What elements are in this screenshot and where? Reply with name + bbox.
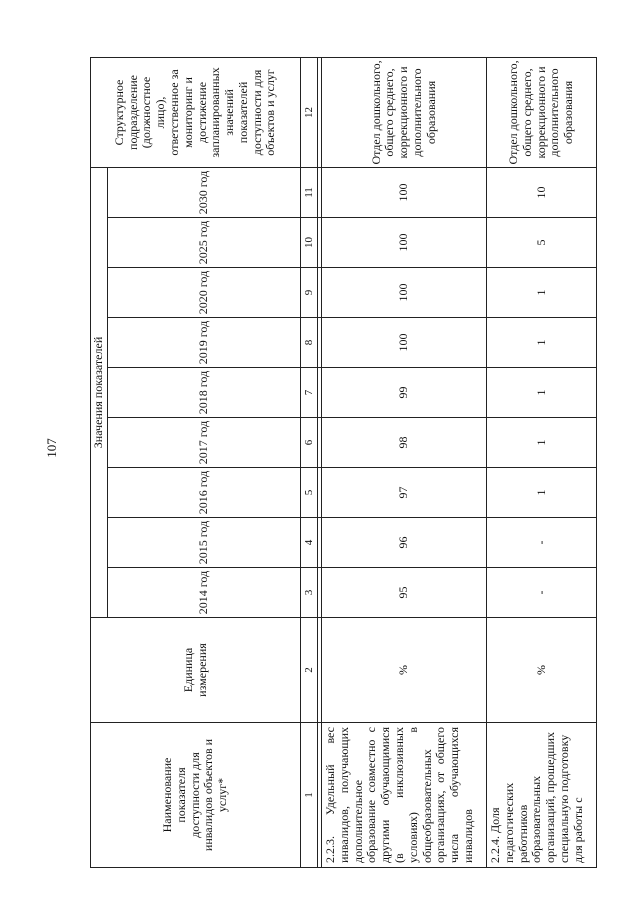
header-values-group: Значения показателей: [91, 167, 108, 617]
column-number-row: [301, 57, 318, 867]
column-number: 11: [301, 167, 318, 217]
indicator-value: 98: [322, 418, 487, 468]
header-year: 2016 год: [108, 468, 301, 518]
column-number: 1: [301, 723, 318, 868]
indicator-unit: %: [487, 618, 597, 723]
indicator-value: 95: [322, 568, 487, 618]
column-number: 6: [301, 418, 318, 468]
indicator-value: 100: [322, 318, 487, 368]
header-year: 2030 год: [108, 167, 301, 217]
header-responsible: Структурное подразделение (должностное лицо), ответственное за мониторинг и достижение запланированных значений показателей доступности для объектов и услуг: [91, 57, 301, 167]
indicator-value: 96: [322, 518, 487, 568]
indicator-value: 100: [322, 167, 487, 217]
responsible-department: Отдел дошкольного, общего среднего, коррекционного и дополнительного образования: [322, 57, 487, 167]
indicator-value: 5: [487, 218, 597, 268]
indicator-value: 97: [322, 468, 487, 518]
indicator-value: 100: [322, 218, 487, 268]
header-year: 2018 год: [108, 368, 301, 418]
column-number: 10: [301, 218, 318, 268]
header-year: 2019 год: [108, 318, 301, 368]
column-number: 5: [301, 468, 318, 518]
column-number: 9: [301, 268, 318, 318]
header-name: Наименование показателя доступности для инвалидов объектов и услуг*: [91, 723, 301, 868]
indicator-value: -: [487, 518, 597, 568]
table-row: [487, 57, 597, 867]
column-number: 8: [301, 318, 318, 368]
indicator-name: 2.2.3. Удельный вес инвалидов, получающих дополнительное образование совместно с другими обучающимися (в инклюзивных условиях) в общеобразовательных организациях, от общего числа обучающихся инвалидов: [322, 723, 487, 868]
column-number: 12: [301, 57, 318, 167]
header-year: 2015 год: [108, 518, 301, 568]
indicator-value: 1: [487, 268, 597, 318]
column-number: 2: [301, 618, 318, 723]
table-row: [322, 57, 487, 867]
indicator-unit: %: [322, 618, 487, 723]
header-year: 2017 год: [108, 418, 301, 468]
indicator-value: 1: [487, 368, 597, 418]
indicator-value: 99: [322, 368, 487, 418]
indicator-value: -: [487, 568, 597, 618]
rotated-table-container: [90, 58, 585, 868]
accessibility-indicators-table: [90, 57, 597, 868]
column-number: 3: [301, 568, 318, 618]
header-unit: Единица измерения: [91, 618, 301, 723]
header-year: 2025 год: [108, 218, 301, 268]
header-year: 2020 год: [108, 268, 301, 318]
indicator-name: 2.2.4. Доля педагогических работников образовательных организаций, прошедших специальную подготовку для работы с: [487, 723, 597, 868]
header-year: 2014 год: [108, 568, 301, 618]
indicator-value: 1: [487, 318, 597, 368]
indicator-value: 10: [487, 167, 597, 217]
indicator-value: 100: [322, 268, 487, 318]
column-number: 7: [301, 368, 318, 418]
column-number: 4: [301, 518, 318, 568]
indicator-value: 1: [487, 468, 597, 518]
responsible-department: Отдел дошкольного, общего среднего, коррекционного и дополнительного образования: [487, 57, 597, 167]
page-number: 107: [43, 438, 59, 458]
indicator-value: 1: [487, 418, 597, 468]
